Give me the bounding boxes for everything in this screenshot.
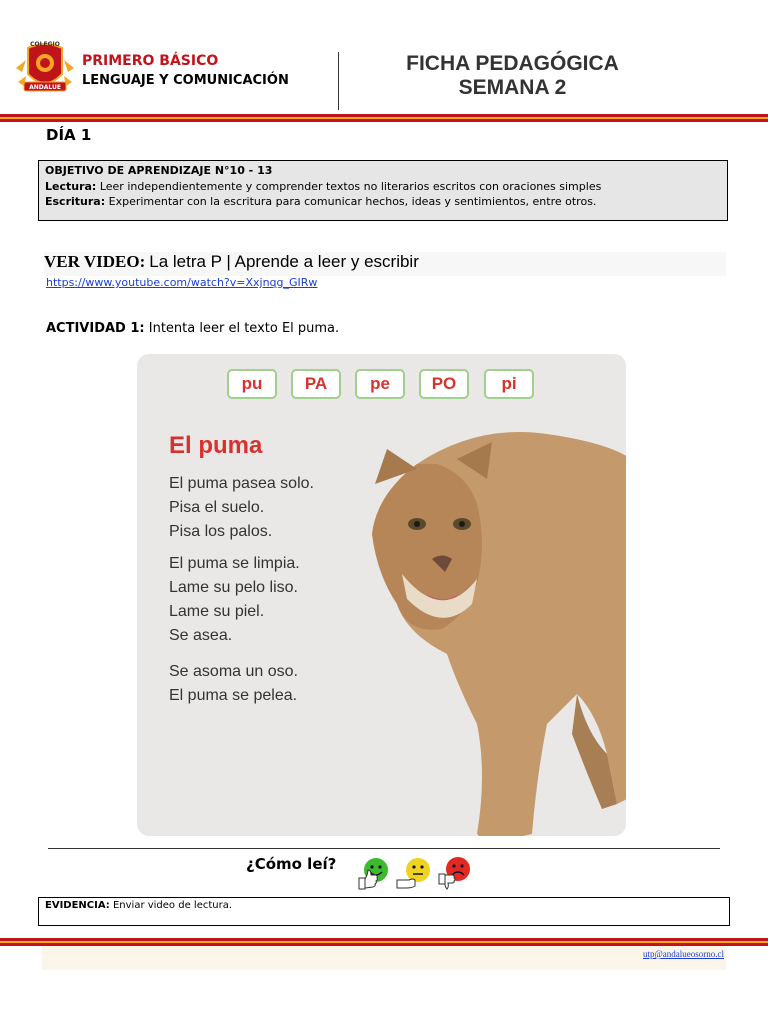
story-line: Pisa los palos.: [169, 523, 273, 540]
evidence-text: Enviar video de lectura.: [112, 900, 233, 911]
story-line: Pisa el suelo.: [169, 499, 265, 516]
syllable-card: PA: [291, 369, 341, 399]
puma-image: [347, 394, 626, 836]
happy-thumbs-up-icon[interactable]: [356, 856, 392, 890]
neutral-thumb-sideways-icon[interactable]: [396, 856, 432, 890]
evidence-box: [38, 897, 730, 926]
header-band: [0, 114, 768, 122]
school-logo: [12, 38, 78, 96]
sad-thumbs-down-icon[interactable]: [436, 856, 472, 890]
story-line: Lame su pelo liso.: [169, 579, 298, 596]
story-line: El puma pasea solo.: [169, 475, 314, 492]
syllable-card: PO: [419, 369, 469, 399]
evidence-label: EVIDENCIA:: [45, 900, 110, 911]
video-link[interactable]: https://www.youtube.com/watch?v=Xxjnqg_GIRw: [46, 276, 318, 289]
activity-label: ACTIVIDAD 1:: [46, 321, 145, 336]
video-row: [44, 252, 726, 276]
grade-label: PRIMERO BÁSICO: [82, 53, 219, 69]
video-label: VER VIDEO:: [44, 252, 146, 271]
objective-box: [38, 160, 728, 221]
day-label: DÍA 1: [46, 126, 92, 144]
answer-line: [48, 848, 720, 849]
self-assessment-question: ¿Cómo leí?: [246, 855, 337, 873]
story-title: El puma: [169, 432, 263, 459]
story-line: Se asea.: [169, 627, 233, 644]
video-title: La letra P | Aprende a leer y escribir: [149, 252, 419, 271]
activity-instruction: [46, 321, 339, 336]
objective-heading: OBJETIVO DE APRENDIZAJE N°10 - 13: [45, 164, 273, 177]
writing-label: Escritura:: [45, 195, 106, 208]
footer-bar: [42, 946, 726, 970]
story-card: [137, 354, 626, 836]
syllable-card: pu: [227, 369, 277, 399]
syllable-card: pi: [484, 369, 534, 399]
title-line-1: FICHA PEDAGÓGICA: [406, 52, 619, 75]
header-divider: [338, 52, 339, 110]
syllable-card: pe: [355, 369, 405, 399]
contact-email-link[interactable]: utp@andalueosorno.cl: [642, 949, 724, 959]
logo-text-top: COLEGIO: [30, 41, 60, 48]
story-line: Se asoma un oso.: [169, 663, 298, 680]
title-line-2: SEMANA 2: [458, 76, 567, 99]
activity-text: Intenta leer el texto El puma.: [148, 321, 340, 336]
footer-band: [0, 938, 768, 946]
page-title: [350, 52, 675, 100]
logo-text-bottom: ANDALUE: [29, 84, 61, 91]
story-line: El puma se pelea.: [169, 687, 298, 704]
writing-text: Experimentar con la escritura para comunicar hechos, ideas y sentimientos, entre otros.: [108, 195, 597, 208]
reading-text: Leer independientemente y comprender textos no literarios escritos con oraciones simples: [99, 179, 602, 193]
subject-label: LENGUAJE Y COMUNICACIÓN: [82, 73, 289, 88]
story-line: Lame su piel.: [169, 603, 265, 620]
story-line: El puma se limpia.: [169, 555, 300, 572]
reading-label: Lectura:: [45, 179, 97, 193]
